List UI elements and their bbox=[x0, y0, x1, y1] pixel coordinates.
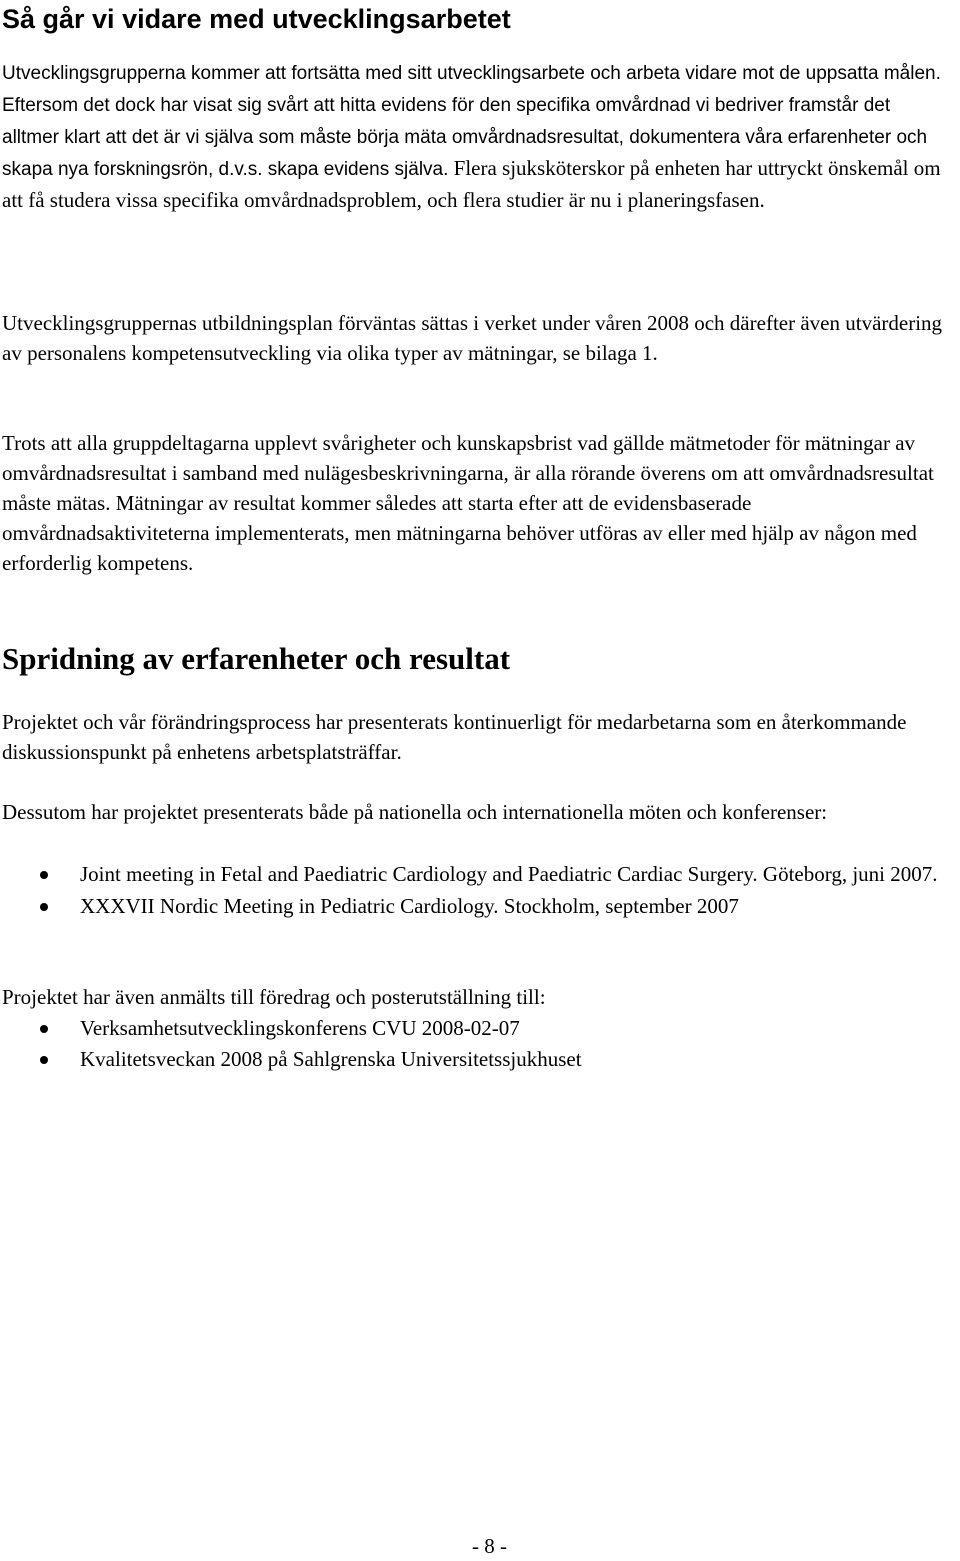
section-heading-dissemination: Spridning av erfarenheter och resultat bbox=[2, 641, 511, 676]
bullet-icon bbox=[40, 1025, 48, 1033]
paragraph-presentation-staff: Projektet och vår förändringsprocess har presenterats kontinuerligt för medarbetarna som en återkommande diskussionspunkt på enhetens arbetsplatsträffar. bbox=[2, 710, 907, 764]
bullet-icon bbox=[40, 903, 48, 911]
bullet-icon bbox=[40, 1056, 48, 1064]
paragraph-conferences-intro: Dessutom har projektet presenterats både på nationella och internationella möten och konferenser: bbox=[2, 800, 828, 824]
list-item bbox=[2, 1044, 952, 1075]
list-item-text: Kvalitetsveckan 2008 på Sahlgrenska Universitetssjukhuset bbox=[80, 1047, 582, 1071]
list-item-text: Joint meeting in Fetal and Paediatric Cardiology and Paediatric Cardiac Surgery. Göteborg, juni 2007. bbox=[80, 862, 938, 886]
conference-list bbox=[2, 859, 952, 922]
paragraph-measurement: Trots att alla gruppdeltagarna upplevt svårigheter och kunskapsbrist vad gällde mätmetoder för mätningar av omvårdnadsresultat i samband med nulägesbeskrivningarna, är alla rörande överens om att omvårdnadsresultat måste mätas. Mätningar av resultat kommer således att starta efter att de evidensbaserade omvårdnadsaktiviteterna implementerats, men mätningarna behöver utföras av eller med hjälp av någon med erforderlig kompetens. bbox=[2, 431, 934, 575]
list-item-text: XXXVII Nordic Meeting in Pediatric Cardiology. Stockholm, september 2007 bbox=[80, 894, 739, 918]
list-item-text: Verksamhetsutvecklingskonferens CVU 2008-02-07 bbox=[80, 1016, 520, 1040]
paragraph-submissions-intro: Projektet har även anmälts till föredrag och posterutställning till: bbox=[2, 985, 546, 1009]
paragraph-development-groups-sans-text: Utvecklingsgrupperna kommer att fortsätta med sitt utvecklingsarbete och arbeta vidare mot de uppsatta målen. Eftersom det dock har visat sig svårt att hitta evidens för den specifika omvårdnad vi bedriver framstår det alltmer klart att det är vi själva som måste börja mäta omvårdnadsresultat, dokumentera våra erfarenheter och skapa nya forskningsrön, d.v.s. skapa evidens själva. bbox=[2, 63, 941, 180]
bullet-icon bbox=[40, 871, 48, 879]
paragraph-development-groups bbox=[2, 57, 952, 215]
paragraph-education-plan: Utvecklingsgruppernas utbildningsplan förväntas sättas i verket under våren 2008 och därefter även utvärdering av personalens kompetensutveckling via olika typer av mätningar, se bilaga 1. bbox=[2, 311, 943, 365]
paragraph-development-groups-serif-text: Flera sjuksköterskor på enheten har uttryckt önskemål om att få studera vissa specifika omvårdnadsproblem, och flera studier är nu i planeringsfasen. bbox=[2, 156, 941, 212]
section-heading-next-steps: Så går vi vidare med utvecklingsarbetet bbox=[2, 4, 511, 34]
list-item bbox=[2, 891, 952, 922]
submission-list bbox=[2, 1013, 952, 1075]
page-number: - 8 - bbox=[472, 1534, 507, 1558]
list-item bbox=[2, 1013, 952, 1044]
list-item bbox=[2, 859, 952, 890]
